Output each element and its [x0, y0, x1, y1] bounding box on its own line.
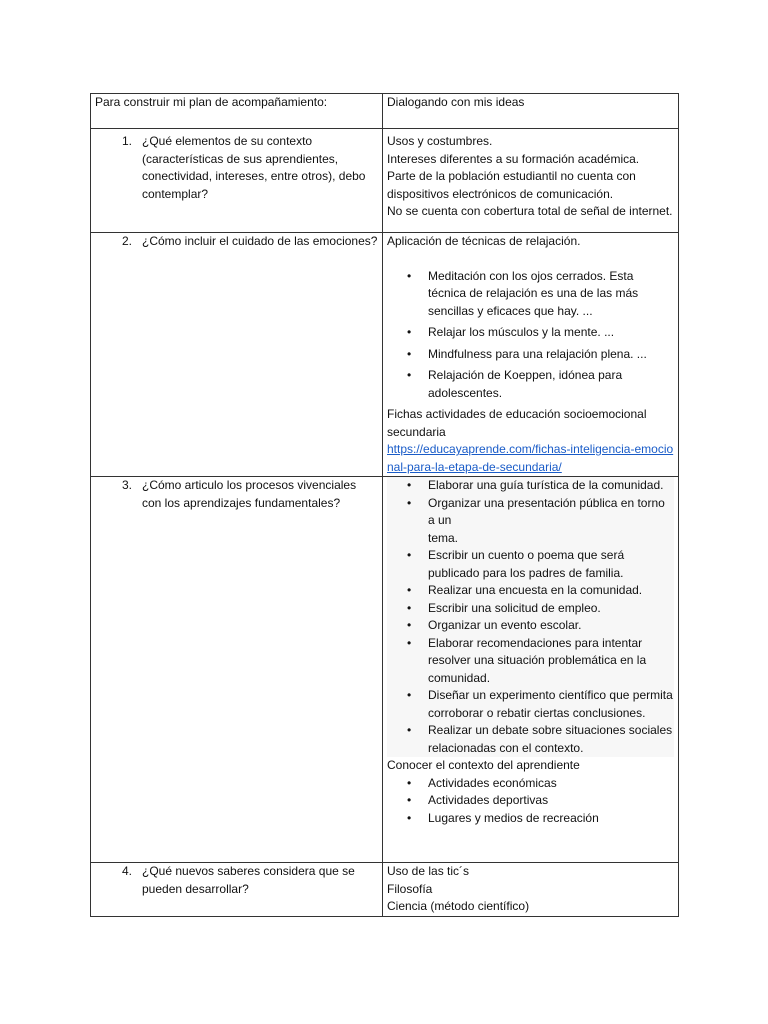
list-item: • Realizar un debate sobre situaciones sociales relacionadas con el contexto. [387, 722, 674, 757]
table-row [91, 477, 679, 863]
question-number: 1. [121, 134, 132, 148]
question-number: 3. [121, 478, 132, 492]
question-cell [91, 477, 383, 863]
header-cell-answer [383, 94, 679, 129]
list-item: • Escribir una solicitud de empleo. [387, 600, 674, 618]
activities-list [387, 477, 674, 757]
table-row [91, 129, 679, 233]
question-cell [91, 233, 383, 477]
answer-line: Filosofía [387, 881, 433, 896]
answer-line: No se cuenta con cobertura total de señal de internet. [387, 204, 673, 218]
list-item: • Actividades económicas [387, 775, 674, 793]
answer-intro: Aplicación de técnicas de relajación. [387, 234, 581, 248]
context-subheading: Conocer el contexto del aprendiente [387, 758, 580, 772]
list-item: • Elaborar una guía turística de la comunidad. [387, 477, 674, 495]
list-item: • Escribir un cuento o poema que será publicado para los padres de familia. [387, 547, 674, 582]
question-text: ¿Cómo articulo los procesos vivenciales con los aprendizajes fundamentales? [142, 478, 357, 510]
answer-cell [383, 863, 679, 917]
answer-cell [383, 129, 679, 233]
list-item-text: Organizar una presentación pública en torno a un [428, 495, 665, 527]
header-cell-question [91, 94, 383, 129]
relaxation-list [387, 268, 674, 403]
context-list [387, 775, 674, 828]
answer-cell [383, 477, 679, 863]
table-row [91, 863, 679, 917]
table-row [91, 233, 679, 477]
plan-table [90, 93, 679, 917]
resource-link[interactable]: https://educayaprende.com/fichas-inteligencia-emocional-para-la-etapa-de-secundaria/ [387, 442, 674, 474]
resources-label: Fichas actividades de educación socioemocional secundaria [387, 407, 647, 439]
question-number: 2. [121, 234, 132, 248]
answer-cell [383, 233, 679, 477]
question-number: 4. [121, 864, 132, 878]
list-item: • Actividades deportivas [387, 792, 674, 810]
list-item: • Diseñar un experimento científico que permita corroborar o rebatir ciertas conclusiones. [387, 687, 674, 722]
list-item: • Relajar los músculos y la mente. ... [387, 324, 674, 342]
answer-line: Parte de la población estudiantil no cuenta con dispositivos electrónicos de comunicación. [387, 169, 636, 201]
question-text: ¿Qué nuevos saberes considera que se pueden desarrollar? [142, 864, 355, 896]
list-item-continuation: tema. [428, 530, 459, 545]
answer-line: Ciencia (método científico) [387, 899, 530, 913]
header-col1-label: Para construir mi plan de acompañamiento: [95, 95, 328, 109]
answer-line: Intereses diferentes a su formación académica. [387, 151, 640, 166]
question-cell [91, 129, 383, 233]
header-col2-label: Dialogando con mis ideas [387, 95, 525, 109]
list-item: • Meditación con los ojos cerrados. Esta técnica de relajación es una de las más sencillas y eficaces que hay. ... [387, 268, 674, 321]
list-item: • Mindfulness para una relajación plena. ... [387, 346, 674, 364]
list-item: • Relajación de Koeppen, idónea para adolescentes. [387, 367, 674, 402]
question-cell [91, 863, 383, 917]
list-item: • Elaborar recomendaciones para intentar resolver una situación problemática en la comunidad. [387, 635, 674, 688]
list-item: • Lugares y medios de recreación [387, 810, 674, 828]
list-item [387, 495, 674, 548]
list-item: • Organizar un evento escolar. [387, 617, 674, 635]
list-item: • Realizar una encuesta en la comunidad. [387, 582, 674, 600]
question-text: ¿Qué elementos de su contexto (características de sus aprendientes, conectividad, intereses, entre otros), debo contemplar? [142, 134, 366, 201]
answer-line: Uso de las tic´s [387, 864, 470, 878]
activities-block [387, 477, 674, 757]
question-text: ¿Cómo incluir el cuidado de las emociones? [142, 234, 378, 248]
table-header-row [91, 94, 679, 129]
answer-line: Usos y costumbres. [387, 134, 493, 148]
